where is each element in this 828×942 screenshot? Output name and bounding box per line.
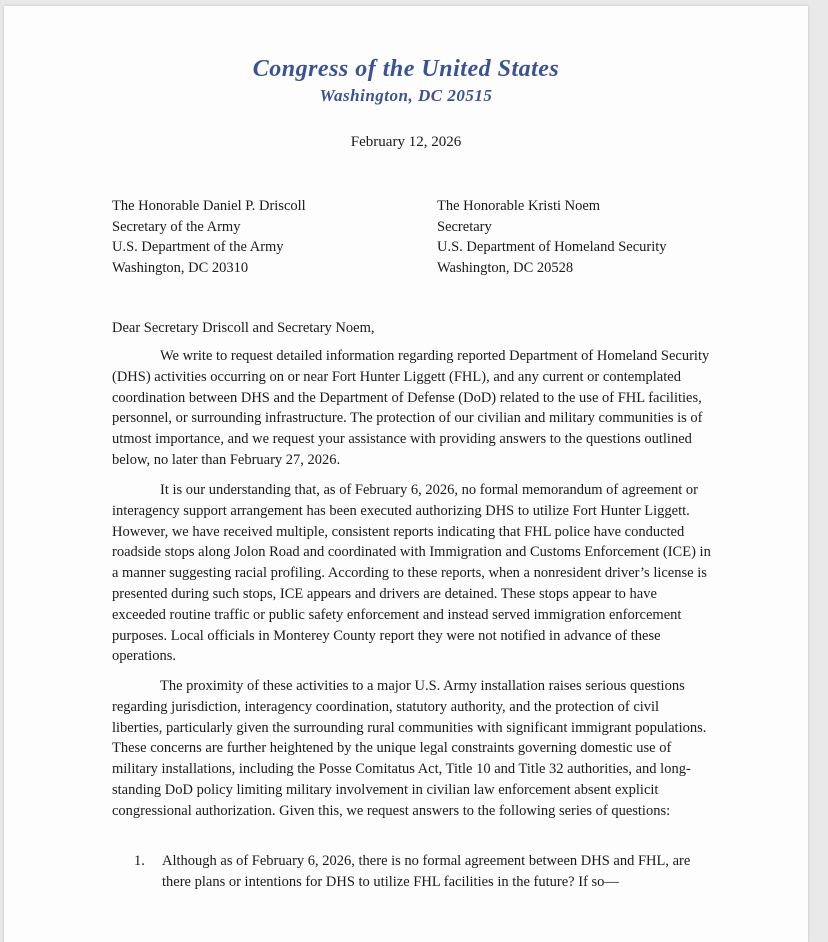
- question-list: [134, 851, 714, 893]
- salutation: Dear Secretary Driscoll and Secretary Noem,: [112, 320, 375, 336]
- recipient-org: U.S. Department of the Army: [112, 239, 284, 255]
- recipient-title: Secretary: [437, 218, 492, 235]
- body-paragraph: [112, 676, 712, 822]
- paragraph-text: The proximity of these activities to a major U.S. Army installation raises serious questions regarding jurisdiction, interagency coordination, statutory authority, and the protection of civil liberties, particularly given the surrounding rural communities with significant immigrant populations. These concerns are further heightened by the unique legal constraints governing domestic use of military installations, including the Posse Comitatus Act, Title 10 and Title 32 authorities, and long-standing DoD policy limiting military involvement in civilian law enforcement absent explicit congressional authorization. Given this, we request answers to the following series of questions:: [112, 678, 707, 819]
- question-text: Although as of February 6, 2026, there is no formal agreement between DHS and FHL, are there plans or intentions for DHS to utilize FHL facilities in the future? If so—: [162, 853, 691, 890]
- recipient-title: Secretary of the Army: [112, 218, 241, 235]
- recipient-city: Washington, DC 20528: [437, 259, 574, 276]
- question-number: 1.: [134, 853, 145, 869]
- recipient-org: U.S. Department of Homeland Security: [437, 239, 667, 255]
- recipient-name: The Honorable Daniel P. Driscoll: [112, 198, 306, 214]
- recipient-city: Washington, DC 20310: [112, 259, 249, 276]
- paragraph-text: It is our understanding that, as of February 6, 2026, no formal memorandum of agreement or interagency support arrangement has been executed authorizing DHS to utilize Fort Hunter Liggett. However, we have received multiple, consistent reports indicating that FHL police have conducted roadside stops along Jolon Road and coordinated with Immigration and Customs Enforcement (ICE) in a manner suggesting racial profiling. According to these reports, when a nonresident driver’s license is presented during such stops, ICE appears and drivers are detained. These stops appear to have exceeded routine traffic or public safety enforcement and instead served immigration enforcement purposes. Local officials in Monterey County report they were not notified in advance of these operations.: [112, 482, 711, 665]
- recipient-right: [437, 196, 667, 278]
- recipient-left: [112, 196, 306, 278]
- letter-date: February 12, 2026: [350, 134, 462, 150]
- paragraph-text: We write to request detailed information regarding reported Department of Homeland Security (DHS) activities occurring on or near Fort Hunter Liggett (FHL), and any current or contemplated coordination between DHS and the Department of Defense (DoD) related to the use of FHL facilities, personnel, or surrounding infrastructure. The protection of our civilian and military communities is of utmost importance, and we request your assistance with providing answers to the questions outlined below, no later than February 27, 2026.: [112, 348, 710, 468]
- letterhead-subtitle: Washington, DC 20515: [319, 86, 493, 105]
- letterhead-title: Congress of the United States: [252, 56, 560, 82]
- letter-page: [4, 6, 808, 942]
- body-paragraph: [112, 480, 712, 667]
- body-paragraph: [112, 346, 712, 471]
- recipient-name: The Honorable Kristi Noem: [437, 198, 601, 214]
- question-item: [134, 851, 714, 893]
